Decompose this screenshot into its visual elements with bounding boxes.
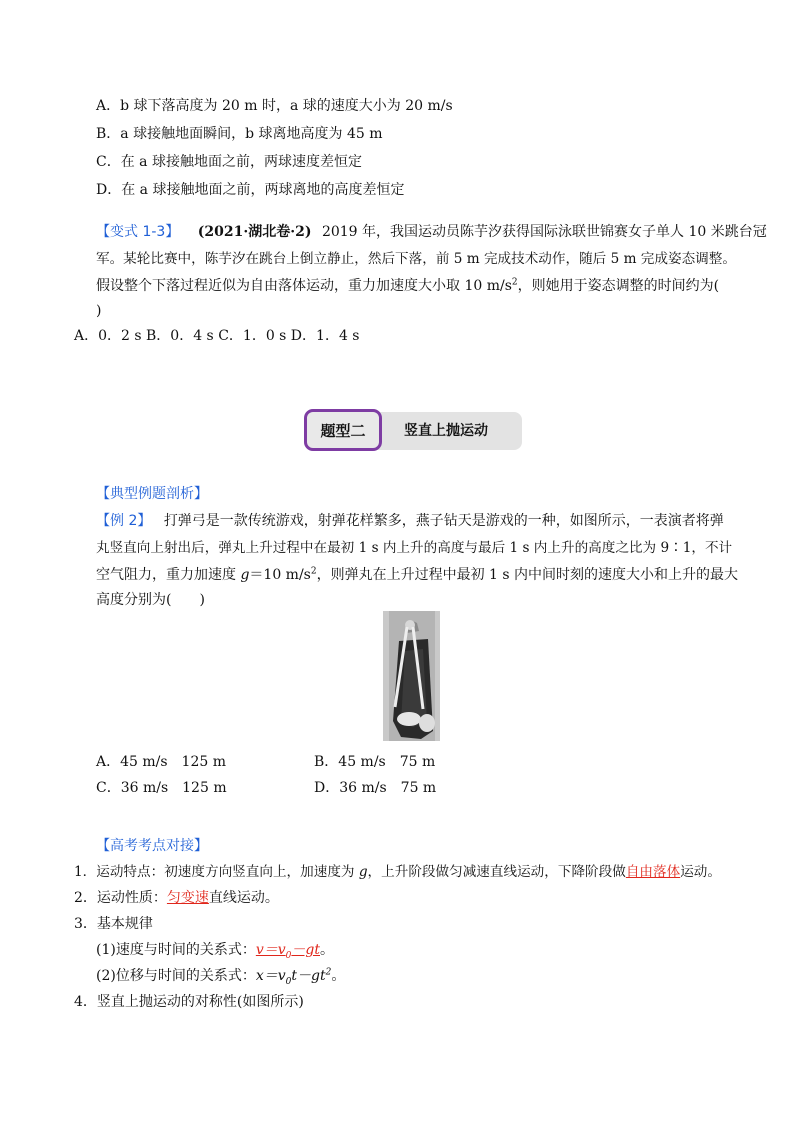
example-option-d: D．36 m/s 75 m xyxy=(314,780,437,796)
example-text-3c: ，则弹丸在上升过程中最初 1 s 内中间时刻的速度大小和上升的最大 xyxy=(316,567,739,583)
exam-p2b: 直线运动。 xyxy=(208,890,279,906)
option-b: B．a 球接触地面瞬间，b 球离地高度为 45 m xyxy=(96,126,383,142)
exam-p1g: g xyxy=(358,864,368,880)
exam-p1a: 1．运动特点：初速度方向竖直向上，加速度为 xyxy=(74,864,359,880)
variant-line-3 xyxy=(96,276,719,296)
disp-formula-t: t－gt xyxy=(291,968,326,984)
example-g: g xyxy=(240,567,250,583)
example-text-3b: ＝10 m/s xyxy=(249,567,311,583)
exam-p3-1a: (1)速度与时间的关系式： xyxy=(96,942,256,958)
displacement-formula xyxy=(255,967,332,987)
section-banner xyxy=(304,412,522,450)
banner-tag: 题型二 xyxy=(304,409,382,451)
example-line-1 xyxy=(96,511,724,531)
exam-heading: 【高考考点对接】 xyxy=(96,838,208,854)
example-line-3 xyxy=(96,565,738,585)
variant-line-2: 军。某轮比赛中，陈芋汐在跳台上倒立静止，然后下落，前 5 m 完成技术动作，随后 5 m 完成姿态调整。 xyxy=(96,251,736,267)
example-text-1: 打弹弓是一款传统游戏，射弹花样繁多，燕子钻天是游戏的一种，如图所示，一表演者将弹 xyxy=(163,513,724,529)
variant-sup: 2 xyxy=(511,277,518,288)
disp-formula-sup: 2 xyxy=(325,967,332,978)
variant-tag: 【变式 1-3】 xyxy=(96,224,180,240)
variant-text-3b: ，则她用于姿态调整的时间约为( xyxy=(517,278,720,294)
velocity-formula xyxy=(255,942,320,961)
exam-p3-2a: (2)位移与时间的关系式： xyxy=(96,968,256,984)
option-a: A．b 球下落高度为 20 m 时，a 球的速度大小为 20 m/s xyxy=(96,98,453,114)
example-tag: 【例 2】 xyxy=(96,513,152,529)
exam-point-3-1 xyxy=(96,940,334,960)
variant-source: (2021·湖北卷·2) xyxy=(197,224,312,240)
option-c: C．在 a 球接触地面之前，两球速度差恒定 xyxy=(96,154,362,170)
exam-point-4: 4．竖直上抛运动的对称性(如图所示) xyxy=(74,994,304,1010)
velocity-formula-sub: 0 xyxy=(285,950,292,961)
exam-p3-2c: 。 xyxy=(331,968,346,984)
exam-point-3-2 xyxy=(96,966,345,986)
variant-text-3a: 假设整个下落过程近似为自由落体运动，重力加速度大小取 10 m/s xyxy=(96,278,512,294)
variant-line-1 xyxy=(96,222,767,242)
exam-p1c: 运动。 xyxy=(680,864,721,880)
exam-point-2 xyxy=(74,888,279,908)
exam-p3-1c: 。 xyxy=(320,942,334,958)
example-line-2: 丸竖直向上射出后，弹丸上升过程中在最初 1 s 内上升的高度与最后 1 s 内上升的高度之比为 9∶1，不计 xyxy=(96,540,733,556)
example-text-3a: 空气阻力，重力加速度 xyxy=(96,567,241,583)
option-d: D．在 a 球接触地面之前，两球离地的高度差恒定 xyxy=(96,182,405,198)
exam-p1-blank: 自由落体 xyxy=(625,864,681,880)
slingshot-photo xyxy=(383,611,440,741)
disp-formula-sub: 0 xyxy=(285,976,292,987)
velocity-formula-v: v＝v xyxy=(255,942,286,958)
exam-point-3: 3．基本规律 xyxy=(74,916,153,932)
exam-p2a: 2．运动性质： xyxy=(74,890,167,906)
example-section-heading: 【典型例题剖析】 xyxy=(96,486,208,502)
example-line-4: 高度分别为( ) xyxy=(96,592,205,608)
example-option-a: A．45 m/s 125 m xyxy=(96,754,226,770)
velocity-formula-gt: －gt xyxy=(291,942,320,958)
example-sup: 2 xyxy=(310,566,317,577)
disp-formula-x: x＝v xyxy=(255,968,286,984)
banner-title: 竖直上抛运动 xyxy=(404,423,488,439)
example-option-c: C．36 m/s 125 m xyxy=(96,780,227,796)
exam-point-1 xyxy=(74,862,721,882)
exam-p1b: ，上升阶段做匀减速直线运动，下降阶段做 xyxy=(367,864,626,880)
exam-p2-blank: 匀变速 xyxy=(166,890,209,906)
variant-text-1: 2019 年，我国运动员陈芋汐获得国际泳联世锦赛女子单人 10 米跳台冠 xyxy=(321,224,767,240)
variant-line-4: ) xyxy=(96,303,102,319)
variant-options: A．0．2 s B．0．4 s C．1．0 s D．1．4 s xyxy=(74,328,360,344)
example-option-b: B．45 m/s 75 m xyxy=(314,754,436,770)
